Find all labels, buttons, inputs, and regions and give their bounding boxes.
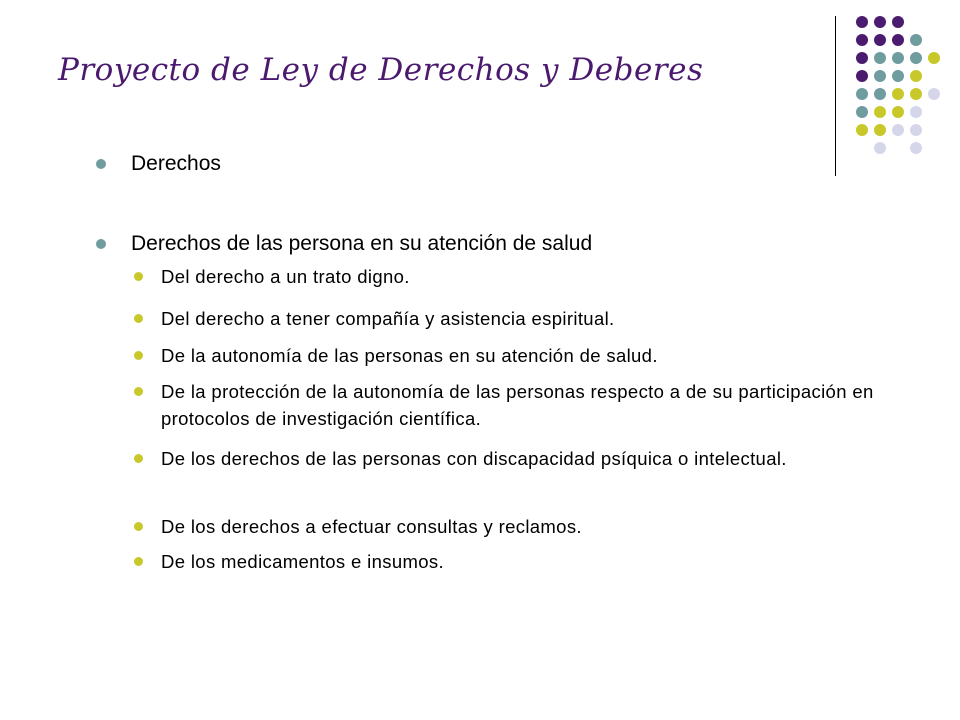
slide-title: Proyecto de Ley de Derechos y Deberes (58, 52, 704, 88)
bullet-dot-icon (96, 239, 106, 249)
bullet-level2 (161, 263, 881, 290)
bullet-dot-icon (134, 454, 143, 463)
bullet-dot-icon (134, 557, 143, 566)
bullet-level2 (161, 513, 881, 540)
bullet-dot-icon (134, 522, 143, 531)
bullet-text: De los medicamentos e insumos. (161, 551, 444, 572)
bullet-text: De los derechos de las personas con discapacidad psíquica o intelectual. (161, 448, 787, 469)
bullet-text: Derechos de las persona en su atención de salud (131, 232, 593, 255)
bullet-text: Derechos (131, 152, 221, 175)
bullet-level2 (161, 548, 881, 575)
bullet-dot-icon (134, 351, 143, 360)
bullet-level2 (161, 305, 881, 332)
bullet-dot-icon (134, 387, 143, 396)
bullet-text: Del derecho a tener compañía y asistencia espiritual. (161, 308, 615, 329)
bullet-text: De los derechos a efectuar consultas y reclamos. (161, 516, 582, 537)
bullet-text: Del derecho a un trato digno. (161, 266, 410, 287)
bullet-level1 (131, 231, 592, 257)
bullet-dot-icon (134, 272, 143, 281)
bullet-level1 (131, 151, 221, 177)
bullet-level2 (161, 445, 881, 472)
bullet-level2 (161, 378, 881, 432)
bullet-text: De la autonomía de las personas en su atención de salud. (161, 345, 658, 366)
bullet-text: De la protección de la autonomía de las personas respecto a de su participación en protocolos de investigación científica. (161, 381, 874, 429)
bullet-dot-icon (96, 159, 106, 169)
bullet-level2 (161, 342, 881, 369)
bullet-dot-icon (134, 314, 143, 323)
